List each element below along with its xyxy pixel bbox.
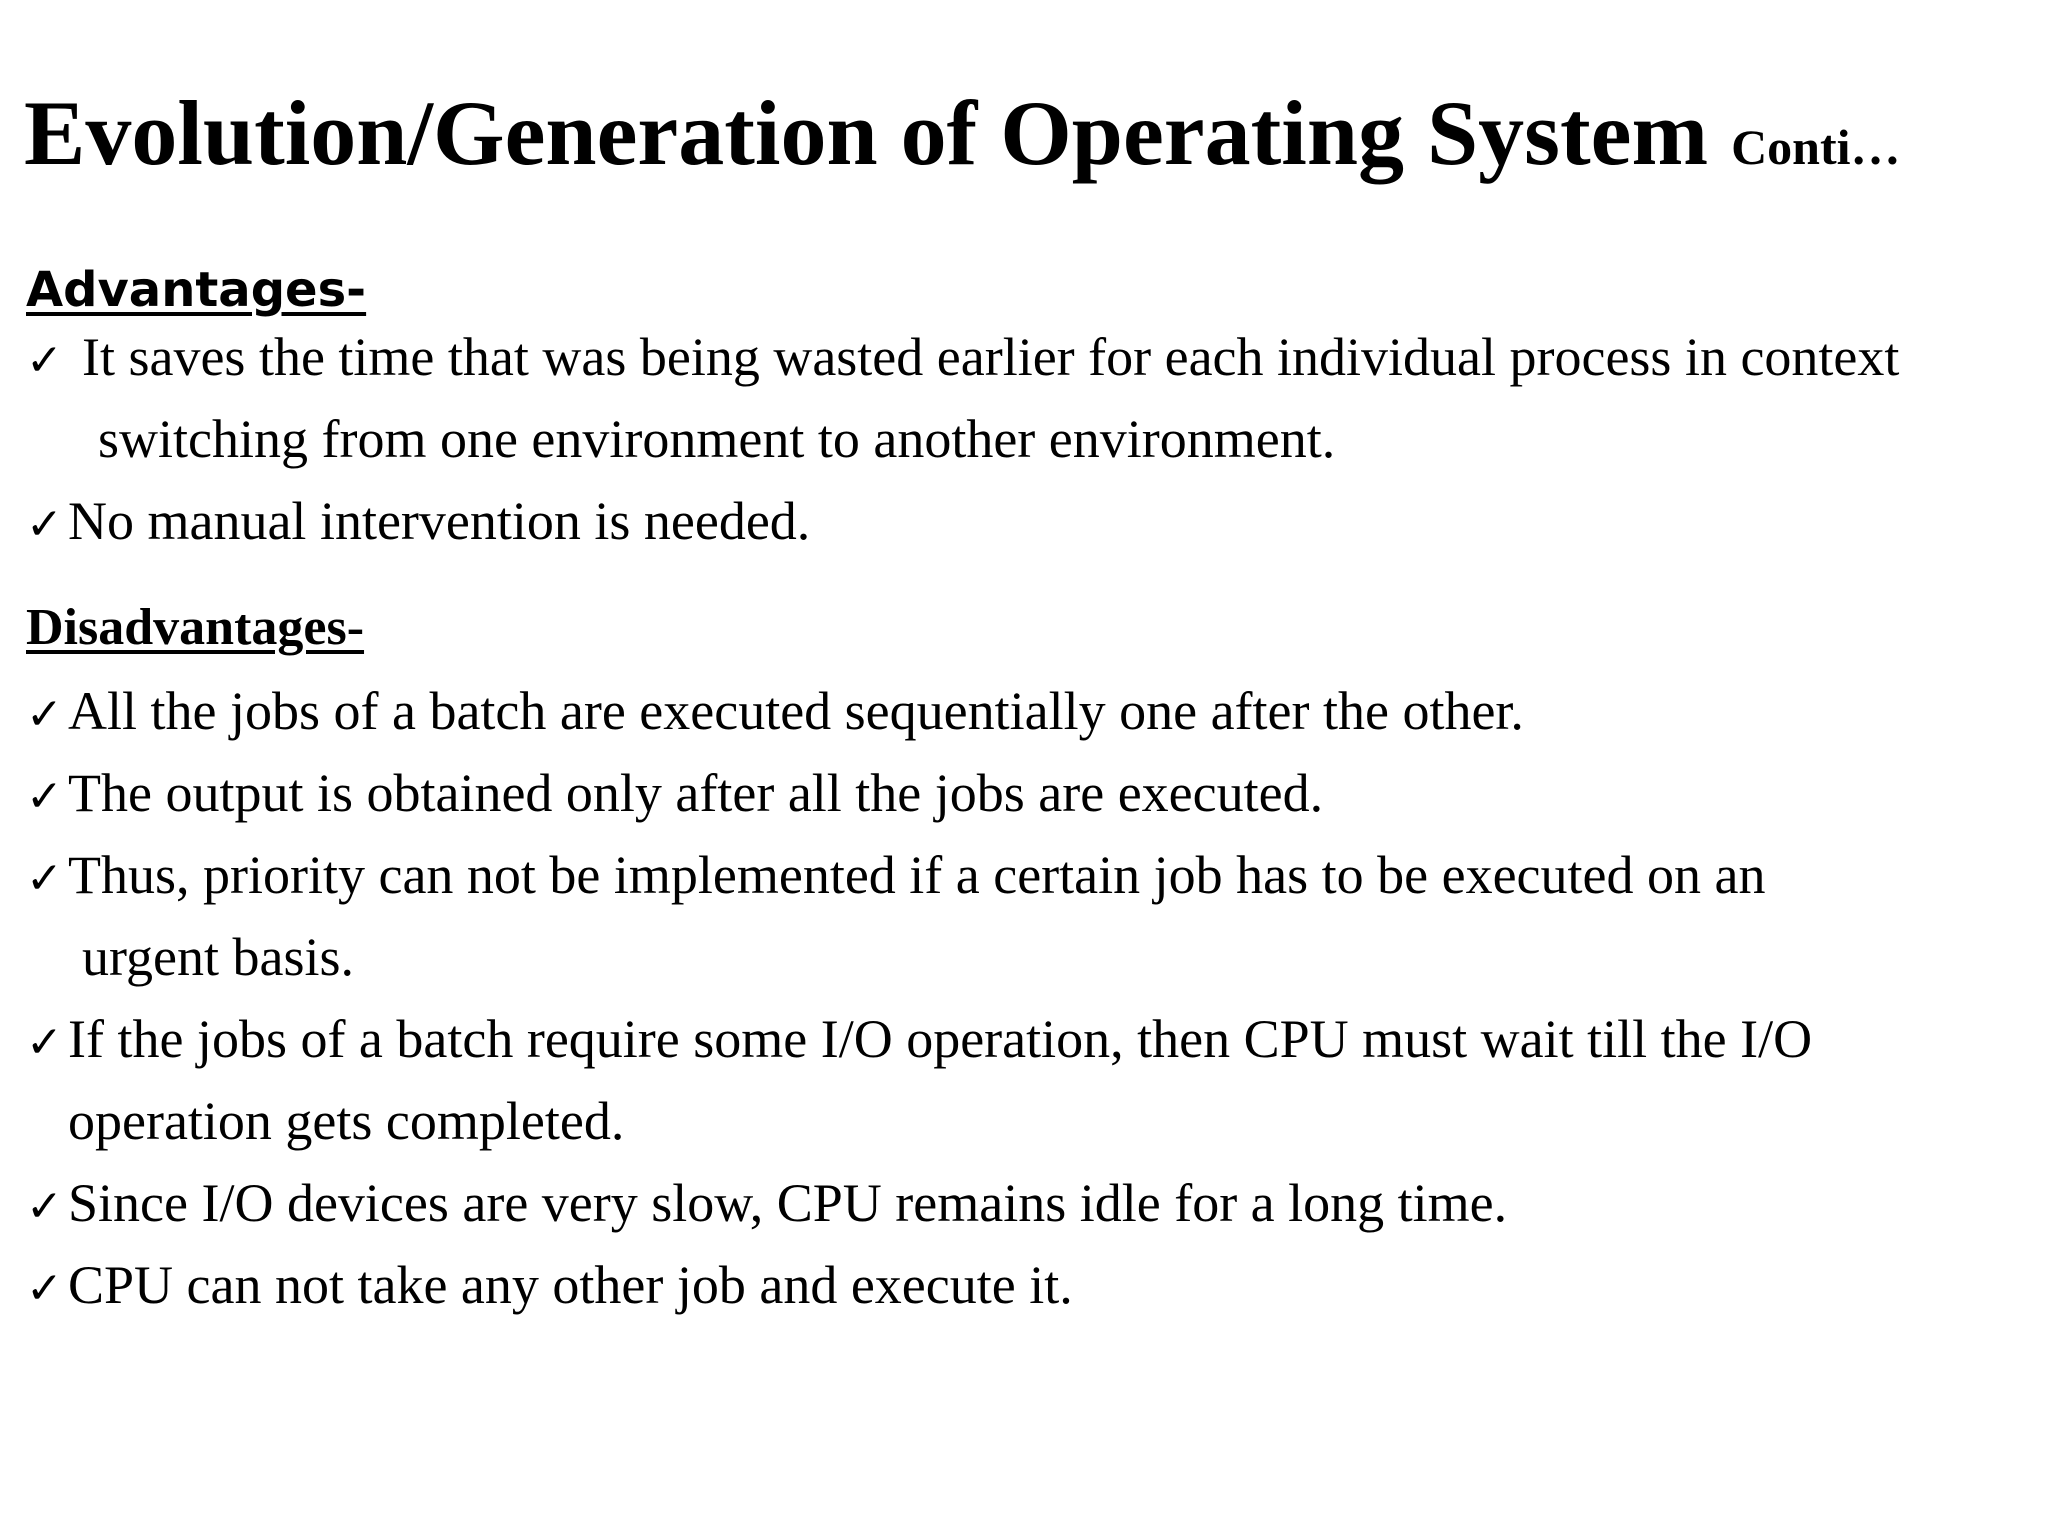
check-icon: ✓ [26, 1181, 63, 1232]
check-icon: ✓ [26, 1017, 63, 1068]
disadvantage-text: All the jobs of a batch are executed sequentially one after the other. [68, 681, 1524, 741]
check-icon: ✓ [26, 689, 63, 740]
disadvantage-text: operation gets completed. [68, 1091, 625, 1151]
disadvantage-item-6 [26, 1250, 1073, 1324]
disadvantage-text: If the jobs of a batch require some I/O operation, then CPU must wait till the I/O [68, 1009, 1813, 1069]
slide-title [24, 78, 1901, 202]
disadvantage-item-1 [26, 676, 1524, 750]
check-icon: ✓ [26, 771, 63, 822]
check-icon: ✓ [26, 335, 63, 386]
check-icon: ✓ [26, 853, 63, 904]
advantages-heading: Advantages- [26, 262, 367, 318]
advantage-item-2 [26, 486, 810, 560]
disadvantage-text: Thus, priority can not be implemented if a certain job has to be executed on an [68, 845, 1766, 905]
check-icon: ✓ [26, 1263, 63, 1314]
title-suffix: Conti… [1731, 119, 1901, 175]
disadvantage-item-5 [26, 1168, 1507, 1242]
check-icon: ✓ [26, 499, 63, 550]
disadvantage-text: Since I/O devices are very slow, CPU remains idle for a long time. [68, 1173, 1508, 1233]
disadvantage-text: The output is obtained only after all the jobs are executed. [68, 763, 1324, 823]
disadvantage-item-4-line-1 [26, 1004, 1812, 1078]
title-main: Evolution/Generation of Operating System [24, 82, 1709, 184]
disadvantage-text: urgent basis. [82, 927, 354, 987]
advantage-item-1-line-1 [26, 322, 1899, 396]
advantage-text: No manual intervention is needed. [68, 491, 811, 551]
disadvantage-item-2 [26, 758, 1323, 832]
advantage-item-1-line-2 [98, 404, 1335, 474]
disadvantages-heading: Disadvantages- [26, 599, 365, 656]
disadvantage-item-4-line-2 [68, 1086, 624, 1156]
disadvantage-text: CPU can not take any other job and execute it. [68, 1255, 1073, 1315]
advantage-text: It saves the time that was being wasted earlier for each individual process in context [82, 327, 1900, 387]
disadvantage-item-3-line-1 [26, 840, 1765, 914]
disadvantage-item-3-line-2 [82, 922, 354, 992]
advantage-text: switching from one environment to another environment. [98, 409, 1336, 469]
